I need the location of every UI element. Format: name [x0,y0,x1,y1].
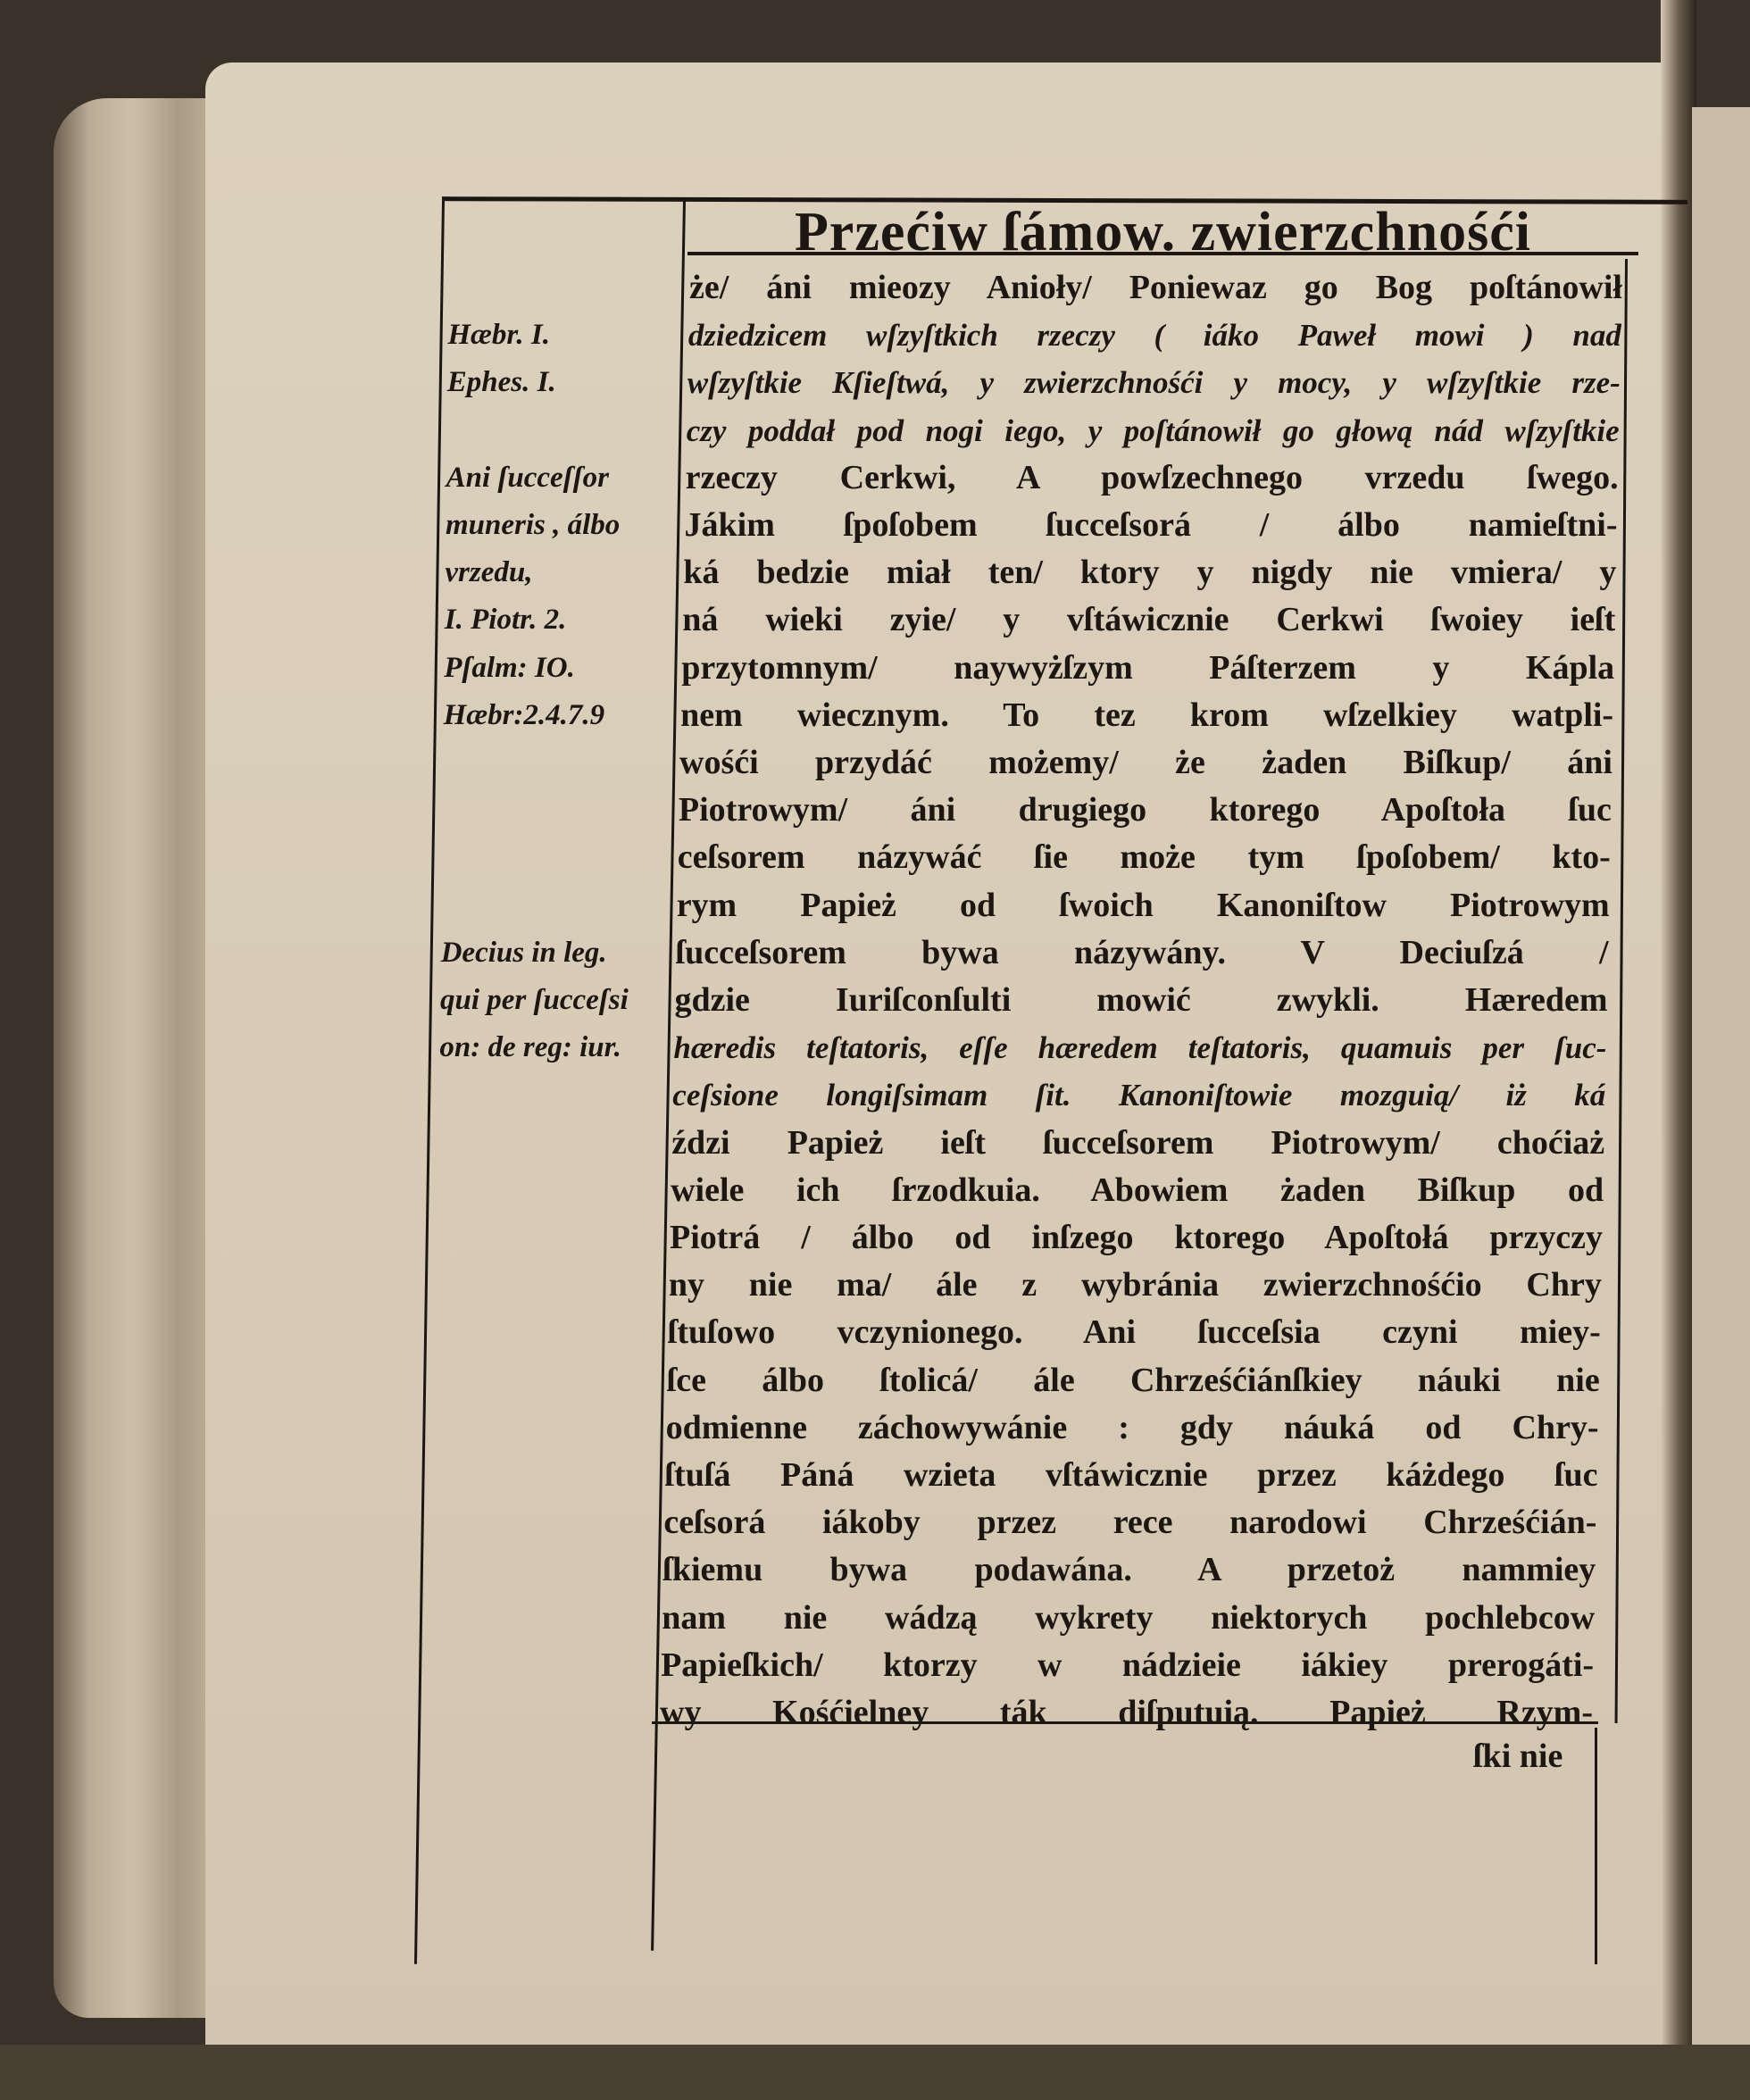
margin-note: on: de reg: iur. [439,1031,621,1064]
text-line: rzeczy Cerkwi, A powſzechnego vrzedu ſwego. [685,458,1619,496]
text-line: wośći przydáć możemy/ że żaden Biſkup/ áni [679,744,1612,781]
running-title: Przećiw ſámow. zwierzchnośći [794,202,1532,262]
text-line: ſtuſowo vczynionego. Ani ſucceſsia czyni miey- [667,1313,1601,1352]
text-line: ſucceſsorem bywa názywány. V Deciuſzá / [675,933,1609,971]
text-line: gdzie Iuriſconſulti mowić zwykli. Hæredem [674,981,1608,1019]
text-line: że/ áni mieozy Anioły/ Poniewaz go Bog poſtánowił [689,269,1622,306]
text-line: Papieſkich/ ktorzy w nádzieie iákiey prerogáti- [661,1646,1595,1684]
text-line: ceſsorá iákoby przez rece narodowi Chrześćián- [663,1504,1597,1542]
text-line: ſkiemu bywa podawána. A przetoż nammiey [662,1551,1596,1589]
margin-note: Hæbr:2.4.7.9 [443,698,605,731]
margin-note: Pſalm: IO. [444,651,575,684]
margin-note: Decius in leg. [440,936,607,969]
catchword: ſki nie [1473,1738,1563,1775]
text-line: ceſsorem názywáć ſie może tym ſpoſobem/ kto- [677,838,1611,877]
text-line: nam nie wádzą wykrety niektorych pochlebcow [662,1598,1596,1637]
margin-note: Hæbr. I. [447,319,551,352]
margin-note: muneris , álbo [446,509,621,541]
text-line: dziedzicem wſzyſtkich rzeczy ( iáko Paweł mowi ) nad [688,318,1621,354]
text-line: ſce álbo ſtolicá/ ále Chrześćiánſkiey náuki nie [666,1361,1600,1399]
text-line: ceſsione longiſsimam ſit. Kanoniſtowie mozguią/ iż ká [672,1078,1606,1113]
text-line: wiele ich ſrzodkuia. Abowiem żaden Biſkup od [671,1171,1604,1209]
text-line: ździ Papież ieſt ſucceſsorem Piotrowym/ choćiaż [671,1123,1605,1162]
text-line: ná wieki zyie/ y vſtáwicznie Cerkwi ſwoiey ieſt [682,601,1616,639]
book-gutter [1661,0,1696,2100]
scan-background [0,2045,1750,2100]
margin-note: qui per ſucceſsi [440,984,629,1016]
text-line: przytomnym/ naywyżſzym Páſterzem y Kápla [681,648,1615,687]
margin-note: I. Piotr. 2. [444,604,567,637]
text-line: Piotrowym/ áni drugiego ktorego Apoſtoła ſuc [678,791,1612,829]
text-line: czy poddał pod nogi iego, y poſtánowił go głową nád wſzyſtkie [686,412,1620,448]
margin-note: vrzedu, [445,556,533,589]
text-line: Piotrá / álbo od inſzego ktorego Apoſtołá przyczy [670,1219,1603,1256]
text-line: wſzyſtkie Kſieſtwá, y zwierzchnośći y mocy, y wſzyſtkie rze- [687,365,1621,401]
text-line: hæredis teſtatoris, eſſe hæredem teſtatoris, quamuis per ſuc- [673,1030,1607,1066]
facing-page-edge [1692,107,1750,2100]
margin-note: Ephes. I. [446,366,556,399]
text-line: ká bedzie miał ten/ ktory y nigdy nie vmiera/ y [683,554,1617,592]
margin-note: Ani ſucceſſor [446,461,609,494]
text-line: ny nie ma/ ále z wybránia zwierzchnośćio Chry [668,1266,1602,1304]
text-line: odmienne záchowywánie : gdy náuká od Chry- [665,1408,1599,1446]
text-line: nem wiecznym. To tez krom wſzelkiey watpli- [680,696,1614,734]
lower-right-rule [1595,1728,1597,1964]
text-line: Jákim ſpoſobem ſucceſsorá / álbo namieſtni- [684,506,1618,544]
text-line: rym Papież od ſwoich Kanoniſtow Piotrowym [676,886,1610,924]
text-line: ſtuſá Páná wzieta vſtáwicznie przez káżdego ſuc [664,1456,1598,1494]
text-line: wy Kośćielney ták diſputuią. Papież Rzym- [660,1694,1593,1731]
